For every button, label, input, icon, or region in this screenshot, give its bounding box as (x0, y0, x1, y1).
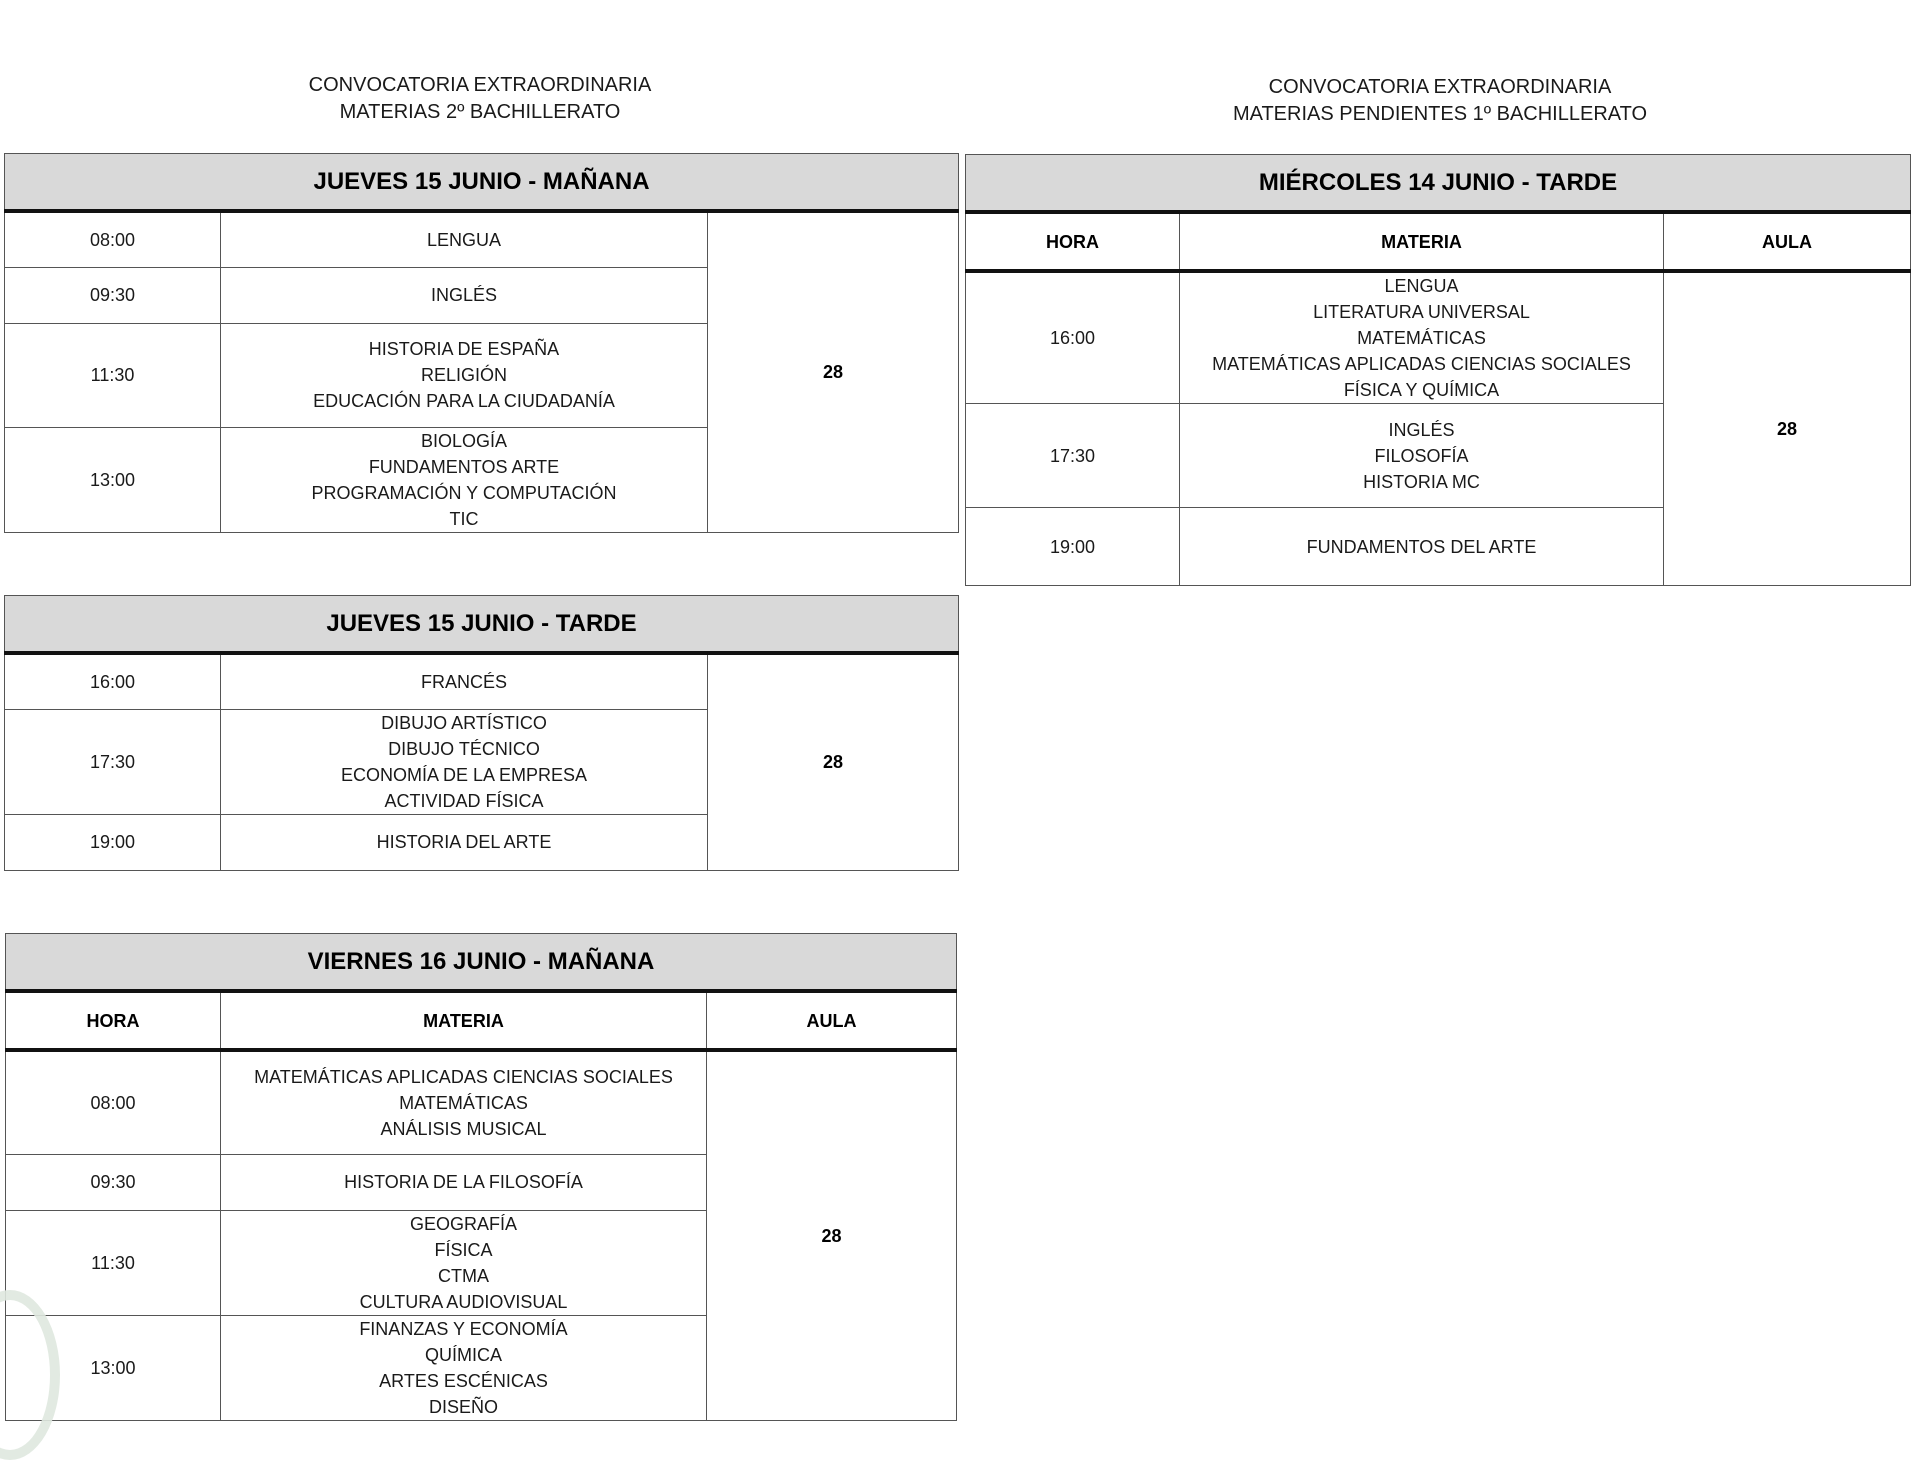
materia-item: LITERATURA UNIVERSAL (1313, 302, 1530, 322)
column-header-hora: HORA (966, 212, 1180, 271)
materia-item: PROGRAMACIÓN Y COMPUTACIÓN (311, 482, 617, 503)
materia-cell (221, 1050, 707, 1154)
materia-item: HISTORIA MC (1363, 471, 1480, 492)
materia-item: DIBUJO TÉCNICO (388, 738, 540, 759)
hora-cell: 17:30 (5, 709, 221, 814)
aula-cell: 28 (707, 1050, 957, 1420)
materia-item: MATEMÁTICAS APLICADAS CIENCIAS SOCIALES (1212, 354, 1631, 374)
materia-item: INGLÉS (430, 285, 498, 305)
materia-item: CULTURA AUDIOVISUAL (359, 1291, 568, 1312)
column-header-aula: AULA (707, 991, 957, 1050)
hora-cell: 16:00 (5, 653, 221, 709)
materia-cell (221, 323, 708, 427)
right-heading-line1: CONVOCATORIA EXTRAORDINARIA (1268, 76, 1612, 98)
materia-item: DISEÑO (428, 1396, 498, 1417)
table-title: JUEVES 15 JUNIO - MAÑANA (5, 154, 959, 212)
materia-item: BIOLOGÍA (420, 430, 508, 451)
materia-item: GEOGRAFÍA (409, 1213, 517, 1234)
materia-item: HISTORIA DEL ARTE (376, 832, 552, 852)
materia-item: ANÁLISIS MUSICAL (380, 1118, 547, 1139)
right-heading (1190, 74, 1690, 128)
materia-cell (221, 427, 708, 532)
materia-item: FINANZAS Y ECONOMÍA (359, 1318, 568, 1339)
hora-cell: 19:00 (966, 508, 1180, 586)
schedule-table-viernes-manana (5, 933, 957, 1421)
materia-item: FÍSICA (434, 1239, 493, 1260)
table-title: JUEVES 15 JUNIO - TARDE (5, 596, 959, 654)
table-title: MIÉRCOLES 14 JUNIO - TARDE (966, 155, 1911, 213)
materia-cell (221, 653, 708, 709)
hora-cell: 17:30 (966, 404, 1180, 508)
column-header-aula: AULA (1664, 212, 1911, 271)
materia-item: ACTIVIDAD FÍSICA (384, 790, 544, 811)
materia-cell (221, 709, 708, 814)
materia-item: FUNDAMENTOS DEL ARTE (1306, 536, 1537, 557)
materia-cell (1180, 508, 1664, 586)
materia-cell (221, 1154, 707, 1210)
hora-cell: 08:00 (6, 1050, 221, 1154)
right-heading-line2: MATERIAS PENDIENTES 1º BACHILLERATO (1232, 103, 1648, 125)
hora-cell: 08:00 (5, 211, 221, 267)
schedule-table-jueves-manana (4, 153, 959, 533)
materia-item: FÍSICA Y QUÍMICA (1343, 380, 1500, 400)
materia-cell (1180, 271, 1664, 404)
materia-cell (221, 211, 708, 267)
hora-cell: 09:30 (5, 267, 221, 323)
hora-cell: 11:30 (5, 323, 221, 427)
materia-cell (221, 267, 708, 323)
materia-item: CTMA (438, 1265, 489, 1286)
materia-item: EDUCACIÓN PARA LA CIUDADANÍA (313, 391, 615, 411)
table-row (5, 211, 959, 267)
materia-item: TIC (449, 508, 479, 529)
aula-cell: 28 (708, 653, 959, 870)
materia-item: INGLÉS (1388, 419, 1455, 440)
materia-item: FUNDAMENTOS ARTE (368, 456, 560, 477)
materia-cell (221, 1315, 707, 1420)
hora-cell: 13:00 (6, 1315, 221, 1420)
left-heading (280, 72, 680, 126)
column-header-hora: HORA (6, 991, 221, 1050)
table-row (966, 271, 1911, 404)
hora-cell: 09:30 (6, 1154, 221, 1210)
table-row (6, 1050, 957, 1154)
hora-cell: 16:00 (966, 271, 1180, 404)
hora-cell: 19:00 (5, 814, 221, 870)
materia-cell (221, 1210, 707, 1315)
materia-item: MATEMÁTICAS (399, 1092, 528, 1113)
table-title: VIERNES 16 JUNIO - MAÑANA (6, 934, 957, 992)
schedule-table-miercoles-tarde (965, 154, 1911, 586)
materia-item: ECONOMÍA DE LA EMPRESA (340, 764, 588, 785)
table-row (5, 653, 959, 709)
materia-item: QUÍMICA (424, 1344, 502, 1365)
column-header-materia: MATERIA (1180, 212, 1664, 271)
materia-item: HISTORIA DE ESPAÑA (368, 339, 560, 359)
schedule-table-jueves-tarde (4, 595, 959, 871)
hora-cell: 11:30 (6, 1210, 221, 1315)
materia-item: ARTES ESCÉNICAS (379, 1370, 548, 1391)
materia-cell (221, 814, 708, 870)
left-heading-line1: CONVOCATORIA EXTRAORDINARIA (308, 74, 652, 96)
materia-item: FILOSOFÍA (1374, 445, 1469, 466)
materia-item: HISTORIA DE LA FILOSOFÍA (344, 1172, 583, 1192)
left-heading-line2: MATERIAS 2º BACHILLERATO (339, 101, 621, 123)
aula-cell: 28 (708, 211, 959, 532)
materia-item: MATEMÁTICAS (1357, 328, 1486, 348)
materia-item: DIBUJO ARTÍSTICO (381, 712, 547, 733)
materia-item: LENGUA (1384, 276, 1459, 296)
materia-item: MATEMÁTICAS APLICADAS CIENCIAS SOCIALES (254, 1066, 673, 1087)
column-header-materia: MATERIA (221, 991, 707, 1050)
hora-cell: 13:00 (5, 427, 221, 532)
materia-item: LENGUA (426, 229, 502, 250)
materia-item: FRANCÉS (420, 671, 507, 692)
materia-item: RELIGIÓN (420, 365, 508, 385)
aula-cell: 28 (1664, 271, 1911, 586)
materia-cell (1180, 404, 1664, 508)
